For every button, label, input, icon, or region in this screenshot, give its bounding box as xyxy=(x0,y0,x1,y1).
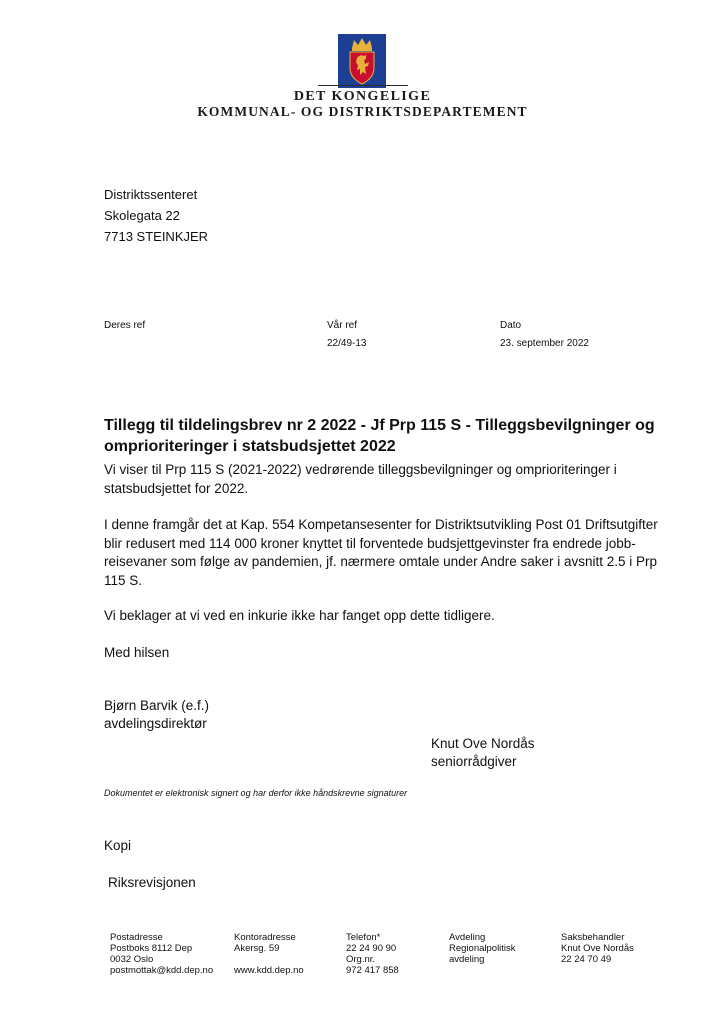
footer-heading: Saksbehandler xyxy=(561,932,625,943)
norwegian-coat-of-arms-icon xyxy=(338,34,386,88)
footer-heading: Avdeling xyxy=(449,932,486,943)
footer-col-saksbehandler xyxy=(561,932,634,965)
recipient-postal: 7713 STEINKJER xyxy=(104,229,209,244)
signer1-name: Bjørn Barvik (e.f.) xyxy=(104,698,210,713)
footer-line: Knut Ove Nordås xyxy=(561,943,634,954)
footer-col-telefon xyxy=(346,932,399,976)
footer-col-avdeling xyxy=(449,932,516,965)
deres-ref-label: Deres ref xyxy=(104,320,146,331)
footer-website: www.kdd.dep.no xyxy=(234,965,304,976)
copy-recipient: Riksrevisjonen xyxy=(108,875,196,890)
footer-col-kontoradresse xyxy=(234,932,304,976)
recipient-street: Skolegata 22 xyxy=(104,208,180,223)
footer-line: 972 417 858 xyxy=(346,965,399,976)
paragraph-apology: Vi beklager at vi ved en inkurie ikke har fanget opp dette tidligere. xyxy=(104,608,495,623)
signature-disclaimer: Dokumentet er elektronisk signert og har derfor ikke håndskrevne signaturer xyxy=(104,788,408,798)
footer-line: Postboks 8112 Dep xyxy=(110,943,193,954)
dato-label: Dato xyxy=(500,320,522,331)
footer-line: Akersg. 59 xyxy=(234,943,280,954)
footer-line: 0032 Oslo xyxy=(110,954,154,965)
var-ref-value: 22/49-13 xyxy=(327,338,367,349)
copy-label: Kopi xyxy=(104,838,132,853)
footer-heading: Telefon* xyxy=(346,932,381,943)
footer-heading: Postadresse xyxy=(110,932,163,943)
letter-title: Tillegg til tildelingsbrev nr 2 2022 - Jf Prp 115 S - Tilleggsbevilgninger og omprioriteringer i statsbudsjettet 2022 xyxy=(104,417,655,455)
footer-line xyxy=(234,954,304,965)
closing-greeting: Med hilsen xyxy=(104,645,170,660)
signer2-title: seniorrådgiver xyxy=(431,754,517,769)
footer-heading: Kontoradresse xyxy=(234,932,296,943)
footer-col-postadresse xyxy=(110,932,213,976)
footer-line: 22 24 90 90 xyxy=(346,943,397,954)
letterhead-rule xyxy=(318,85,408,86)
footer-line: avdeling xyxy=(449,954,485,965)
recipient-name: Distriktssenteret xyxy=(104,187,198,202)
var-ref-label: Vår ref xyxy=(327,320,358,331)
signer2-name: Knut Ove Nordås xyxy=(431,736,535,751)
dato-value: 23. september 2022 xyxy=(500,338,589,349)
footer-email: postmottak@kdd.dep.no xyxy=(110,965,214,976)
recipient-address xyxy=(104,184,208,247)
signer1-title: avdelingsdirektør xyxy=(104,716,207,731)
paragraph-details: I denne framgår det at Kap. 554 Kompetansesenter for Distriktsutvikling Post 01 Driftsutgifter blir redusert med 114 000 kroner knyttet til forventede budsjettgevinster fra endrede jobb-reisevaner som følge av pandemien, jf. nærmere omtale under Andre saker i avsnitt 2.5 i Prp 115 S. xyxy=(104,517,658,588)
footer-line: Org.nr. xyxy=(346,954,376,965)
paragraph-intro: Vi viser til Prp 115 S (2021-2022) vedrørende tilleggsbevilgninger og omprioriteringer i statsbudsjettet for 2022. xyxy=(104,462,617,496)
ministry-name-line1: DET KONGELIGE xyxy=(293,89,432,104)
footer-line: 22 24 70 49 xyxy=(561,954,612,965)
ministry-name-line2: KOMMUNAL- OG DISTRIKTSDEPARTEMENT xyxy=(197,104,528,119)
footer-line: Regionalpolitisk xyxy=(449,943,516,954)
